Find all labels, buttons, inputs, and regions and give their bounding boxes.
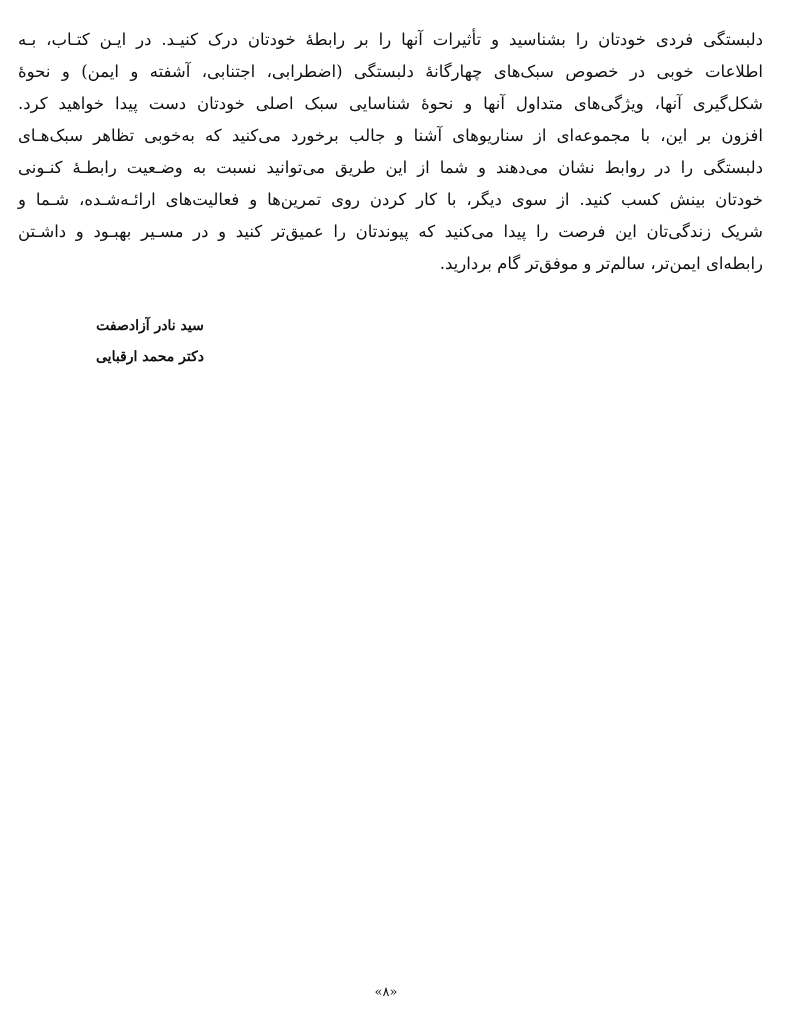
paragraph-line: خودتان بینش کسب کنید. از سوی دیگر، با کار کردن روی تمرین‌ها و فعالیت‌های ارائـه‌شـده، شـما و	[18, 190, 763, 209]
paragraph-line: دلبستگی را در روابط نشان می‌دهند و شما از این طریق می‌توانید نسبت به وضـعیت رابطـهٔ کنـونی	[18, 158, 763, 177]
paragraph-line: افزون بر این، با مجموعه‌ای از سناریوهای آشنا و جالب برخورد می‌کنید که به‌خوبی تظاهر سبک‌هـای	[18, 126, 763, 145]
paragraph-line: شریک زندگی‌تان این فرصت را پیدا می‌کنید که پیوندتان را عمیق‌تر کنید و در مسـیر بهبـود و داشـتن	[18, 222, 763, 241]
signature-author-2: دکتر محمد ارقبایی	[96, 349, 204, 365]
paragraph-line: رابطه‌ای ایمن‌تر، سالم‌تر و موفق‌تر گام بردارید.	[439, 254, 763, 273]
paragraph-line: اطلاعات خوبی در خصوص سبک‌های چهارگانهٔ دلبستگی (اضطرابی، اجتنابی، آشفته و ایمن) و نحوهٔ	[18, 62, 763, 81]
signature-block	[60, 311, 240, 373]
paragraph-line: دلبستگی فردی خودتان را بشناسید و تأثیرات آنها را بر رابطهٔ خودتان درک کنیـد. در ایـن کتـاب، بـه	[18, 30, 763, 49]
body-paragraph	[18, 24, 763, 280]
signature-author-1: سید نادر آزادصفت	[96, 318, 204, 334]
paragraph-line: شکل‌گیری آنها، ویژگی‌های متداول آنها و نحوهٔ شناسایی سبک اصلی خودتان دست پیدا خواهید کرد.	[18, 94, 763, 113]
page-number: «۸»	[374, 985, 398, 1000]
